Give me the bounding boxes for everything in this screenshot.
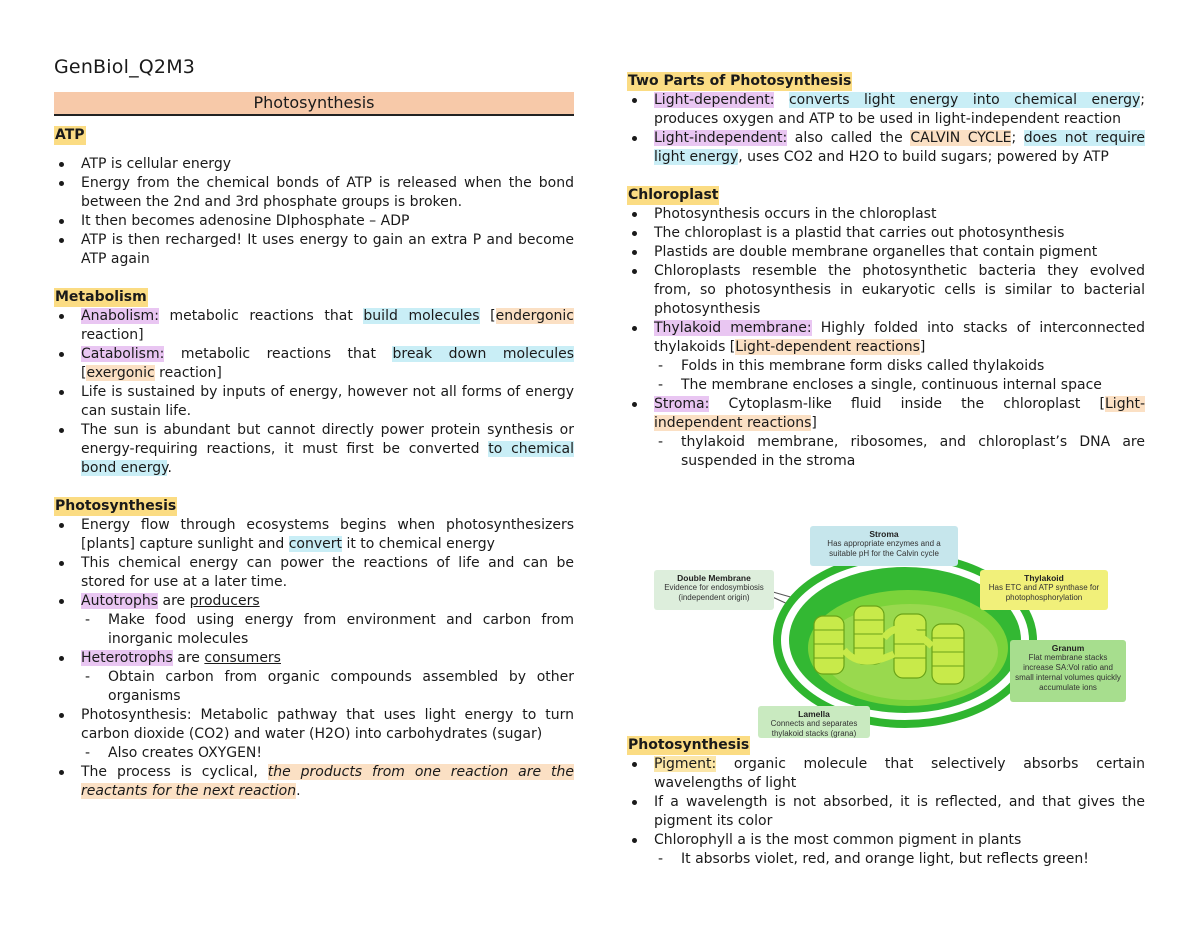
- atp-heading: ATP: [55, 127, 85, 143]
- highlight: converts light energy into chemical energy: [788, 92, 1141, 108]
- photosynthesis-list: [54, 516, 574, 801]
- text: also called the: [787, 130, 911, 146]
- highlight: convert: [288, 536, 343, 552]
- sub-item: - Also creates OXYGEN!: [81, 744, 574, 763]
- list-item: This chemical energy can power the reactions of life and can be stored for use at a later time.: [54, 554, 574, 592]
- pigment-section: [627, 736, 1145, 869]
- text: The sun is abundant but cannot directly power protein synthesis or energy-requiring reactions, it must first be converted: [81, 422, 574, 457]
- page-title: GenBiol_Q2M3: [54, 56, 196, 78]
- list-item: [54, 345, 574, 383]
- right-column: [627, 72, 1145, 471]
- list-item: It then becomes adenosine DIphosphate – ADP: [54, 212, 574, 231]
- list-item: [627, 91, 1145, 129]
- callout-text: Has appropriate enzymes and a suitable pH for the Calvin cycle: [827, 539, 941, 558]
- list-item: Energy from the chemical bonds of ATP is released when the bond between the 2nd and 3rd phosphate groups is broken.: [54, 174, 574, 212]
- highlight: Light-independent reactions: [654, 396, 1145, 431]
- list-item: [54, 421, 574, 478]
- metabolism-heading: Metabolism: [55, 289, 147, 305]
- list-item: [54, 763, 574, 801]
- sub-item: - Make food using energy from environment and carbon from inorganic molecules: [81, 611, 574, 649]
- text: reaction]: [81, 327, 144, 343]
- double-membrane-callout: [654, 570, 774, 610]
- banner-title: Photosynthesis: [54, 92, 574, 116]
- list-item: [627, 755, 1145, 793]
- callout-title: Double Membrane: [677, 573, 751, 583]
- callout-text: Connects and separates thylakoid stacks (grana): [770, 719, 858, 738]
- left-column: [54, 92, 574, 801]
- text: .: [167, 460, 172, 476]
- list-item: If a wavelength is not absorbed, it is reflected, and that gives the pigment its color: [627, 793, 1145, 831]
- text: ;: [1011, 130, 1024, 146]
- chloroplast-list: [627, 205, 1145, 471]
- text: Chlorophyll a is the most common pigment in plants: [654, 832, 1022, 848]
- list-item: [54, 649, 574, 706]
- chloroplast-diagram: [650, 520, 1125, 742]
- list-item: ATP is then recharged! It uses energy to gain an extra P and become ATP again: [54, 231, 574, 269]
- callout-title: Granum: [1051, 643, 1085, 653]
- list-item: [627, 319, 1145, 395]
- list-item: Chloroplasts resemble the photosynthetic bacteria they evolved from, so photosynthesis in eukaryotic cells is similar to bacterial photosynthesis: [627, 262, 1145, 319]
- highlight: to chemical bond energy: [81, 441, 574, 476]
- list-item: [627, 129, 1145, 167]
- term: Light-dependent:: [654, 92, 775, 108]
- list-item: [627, 831, 1145, 869]
- underlined-text: consumers: [204, 650, 281, 666]
- anabolism-term: Anabolism:: [81, 308, 159, 324]
- callout-title: Thylakoid: [1024, 573, 1064, 583]
- list-item: [54, 516, 574, 554]
- highlight: exergonic: [86, 365, 155, 381]
- sub-item: - The membrane encloses a single, continuous internal space: [654, 376, 1145, 395]
- two-parts-list: [627, 91, 1145, 167]
- text: The process is cyclical,: [81, 764, 268, 780]
- list-item: [54, 592, 574, 649]
- text: reaction]: [154, 365, 222, 381]
- text: [: [479, 308, 496, 324]
- atp-list: [54, 155, 574, 269]
- autotrophs-term: Autotrophs: [81, 593, 159, 609]
- text: Highly folded into stacks of interconnected thylakoids [: [654, 320, 1145, 355]
- highlight: Light-dependent reactions: [735, 339, 920, 355]
- lamella-callout: [758, 706, 870, 738]
- list-item: [54, 706, 574, 763]
- callout-text: Flat membrane stacks increase SA:Vol ratio and small internal volumes quickly accumulate ions: [1015, 653, 1121, 692]
- pigment-term: Pigment:: [654, 756, 717, 772]
- chloroplast-heading: Chloroplast: [628, 187, 719, 203]
- underlined-text: producers: [189, 593, 260, 609]
- text: ; produces oxygen and ATP to be used in light-independent reaction: [654, 92, 1146, 127]
- highlight: the products from one reaction are the reactants for the next reaction: [81, 764, 575, 799]
- text: Energy flow through ecosystems begins when photosynthesizers [plants] capture sunlight and: [81, 517, 574, 552]
- text: metabolic reactions that: [164, 346, 393, 362]
- photosynthesis-heading: Photosynthesis: [55, 498, 177, 514]
- text: organic molecule that selectively absorbs certain wavelengths of light: [654, 756, 1145, 791]
- list-item: [627, 395, 1145, 471]
- sub-item: - It absorbs violet, red, and orange light, but reflects green!: [654, 850, 1145, 869]
- list-item: Photosynthesis occurs in the chloroplast: [627, 205, 1145, 224]
- highlight: break down molecules: [392, 346, 574, 362]
- heterotrophs-term: Heterotrophs: [81, 650, 173, 666]
- text: Photosynthesis: Metabolic pathway that uses light energy to turn carbon dioxide (CO2) and water (H2O) into carbohydrates (sugar): [81, 707, 574, 742]
- text: ]: [811, 415, 817, 431]
- text: [: [81, 365, 87, 381]
- granum-callout: [1010, 640, 1126, 702]
- text: it to chemical energy: [342, 536, 495, 552]
- list-item: Life is sustained by inputs of energy, however not all forms of energy can sustain life.: [54, 383, 574, 421]
- sub-item: - thylakoid membrane, ribosomes, and chloroplast’s DNA are suspended in the stroma: [654, 433, 1145, 471]
- sub-item: - Obtain carbon from organic compounds assembled by other organisms: [81, 668, 574, 706]
- highlight: does not require light energy: [654, 130, 1145, 165]
- term: Thylakoid membrane:: [654, 320, 812, 336]
- callout-text: Evidence for endosymbiosis (independent origin): [664, 583, 764, 602]
- stroma-callout: [810, 526, 958, 566]
- metabolism-list: [54, 307, 574, 478]
- text: metabolic reactions that: [158, 308, 364, 324]
- list-item: [54, 307, 574, 345]
- catabolism-term: Catabolism:: [81, 346, 165, 362]
- pigment-list: [627, 755, 1145, 869]
- term: Light-independent:: [654, 130, 788, 146]
- text: are: [158, 593, 190, 609]
- highlight: endergonic: [495, 308, 574, 324]
- highlight: CALVIN CYCLE: [910, 130, 1012, 146]
- term: Stroma:: [654, 396, 710, 412]
- text: Cytoplasm-like fluid inside the chloroplast [: [709, 396, 1105, 412]
- sub-item: - Folds in this membrane form disks called thylakoids: [654, 357, 1145, 376]
- thylakoid-callout: [980, 570, 1108, 610]
- text: ]: [919, 339, 926, 355]
- text: .: [296, 783, 301, 799]
- text: , uses CO2 and H2O to build sugars; powered by ATP: [738, 149, 1109, 165]
- callout-title: Lamella: [798, 709, 830, 719]
- two-parts-heading: Two Parts of Photosynthesis: [628, 73, 852, 89]
- callout-text: Has ETC and ATP synthase for photophosphorylation: [988, 583, 1100, 602]
- list-item: Plastids are double membrane organelles that contain pigment: [627, 243, 1145, 262]
- highlight: build molecules: [363, 308, 480, 324]
- photosynthesis-heading-right: Photosynthesis: [628, 737, 750, 753]
- callout-title: Stroma: [869, 529, 899, 539]
- text: are: [172, 650, 205, 666]
- list-item: The chloroplast is a plastid that carries out photosynthesis: [627, 224, 1145, 243]
- list-item: ATP is cellular energy: [54, 155, 574, 174]
